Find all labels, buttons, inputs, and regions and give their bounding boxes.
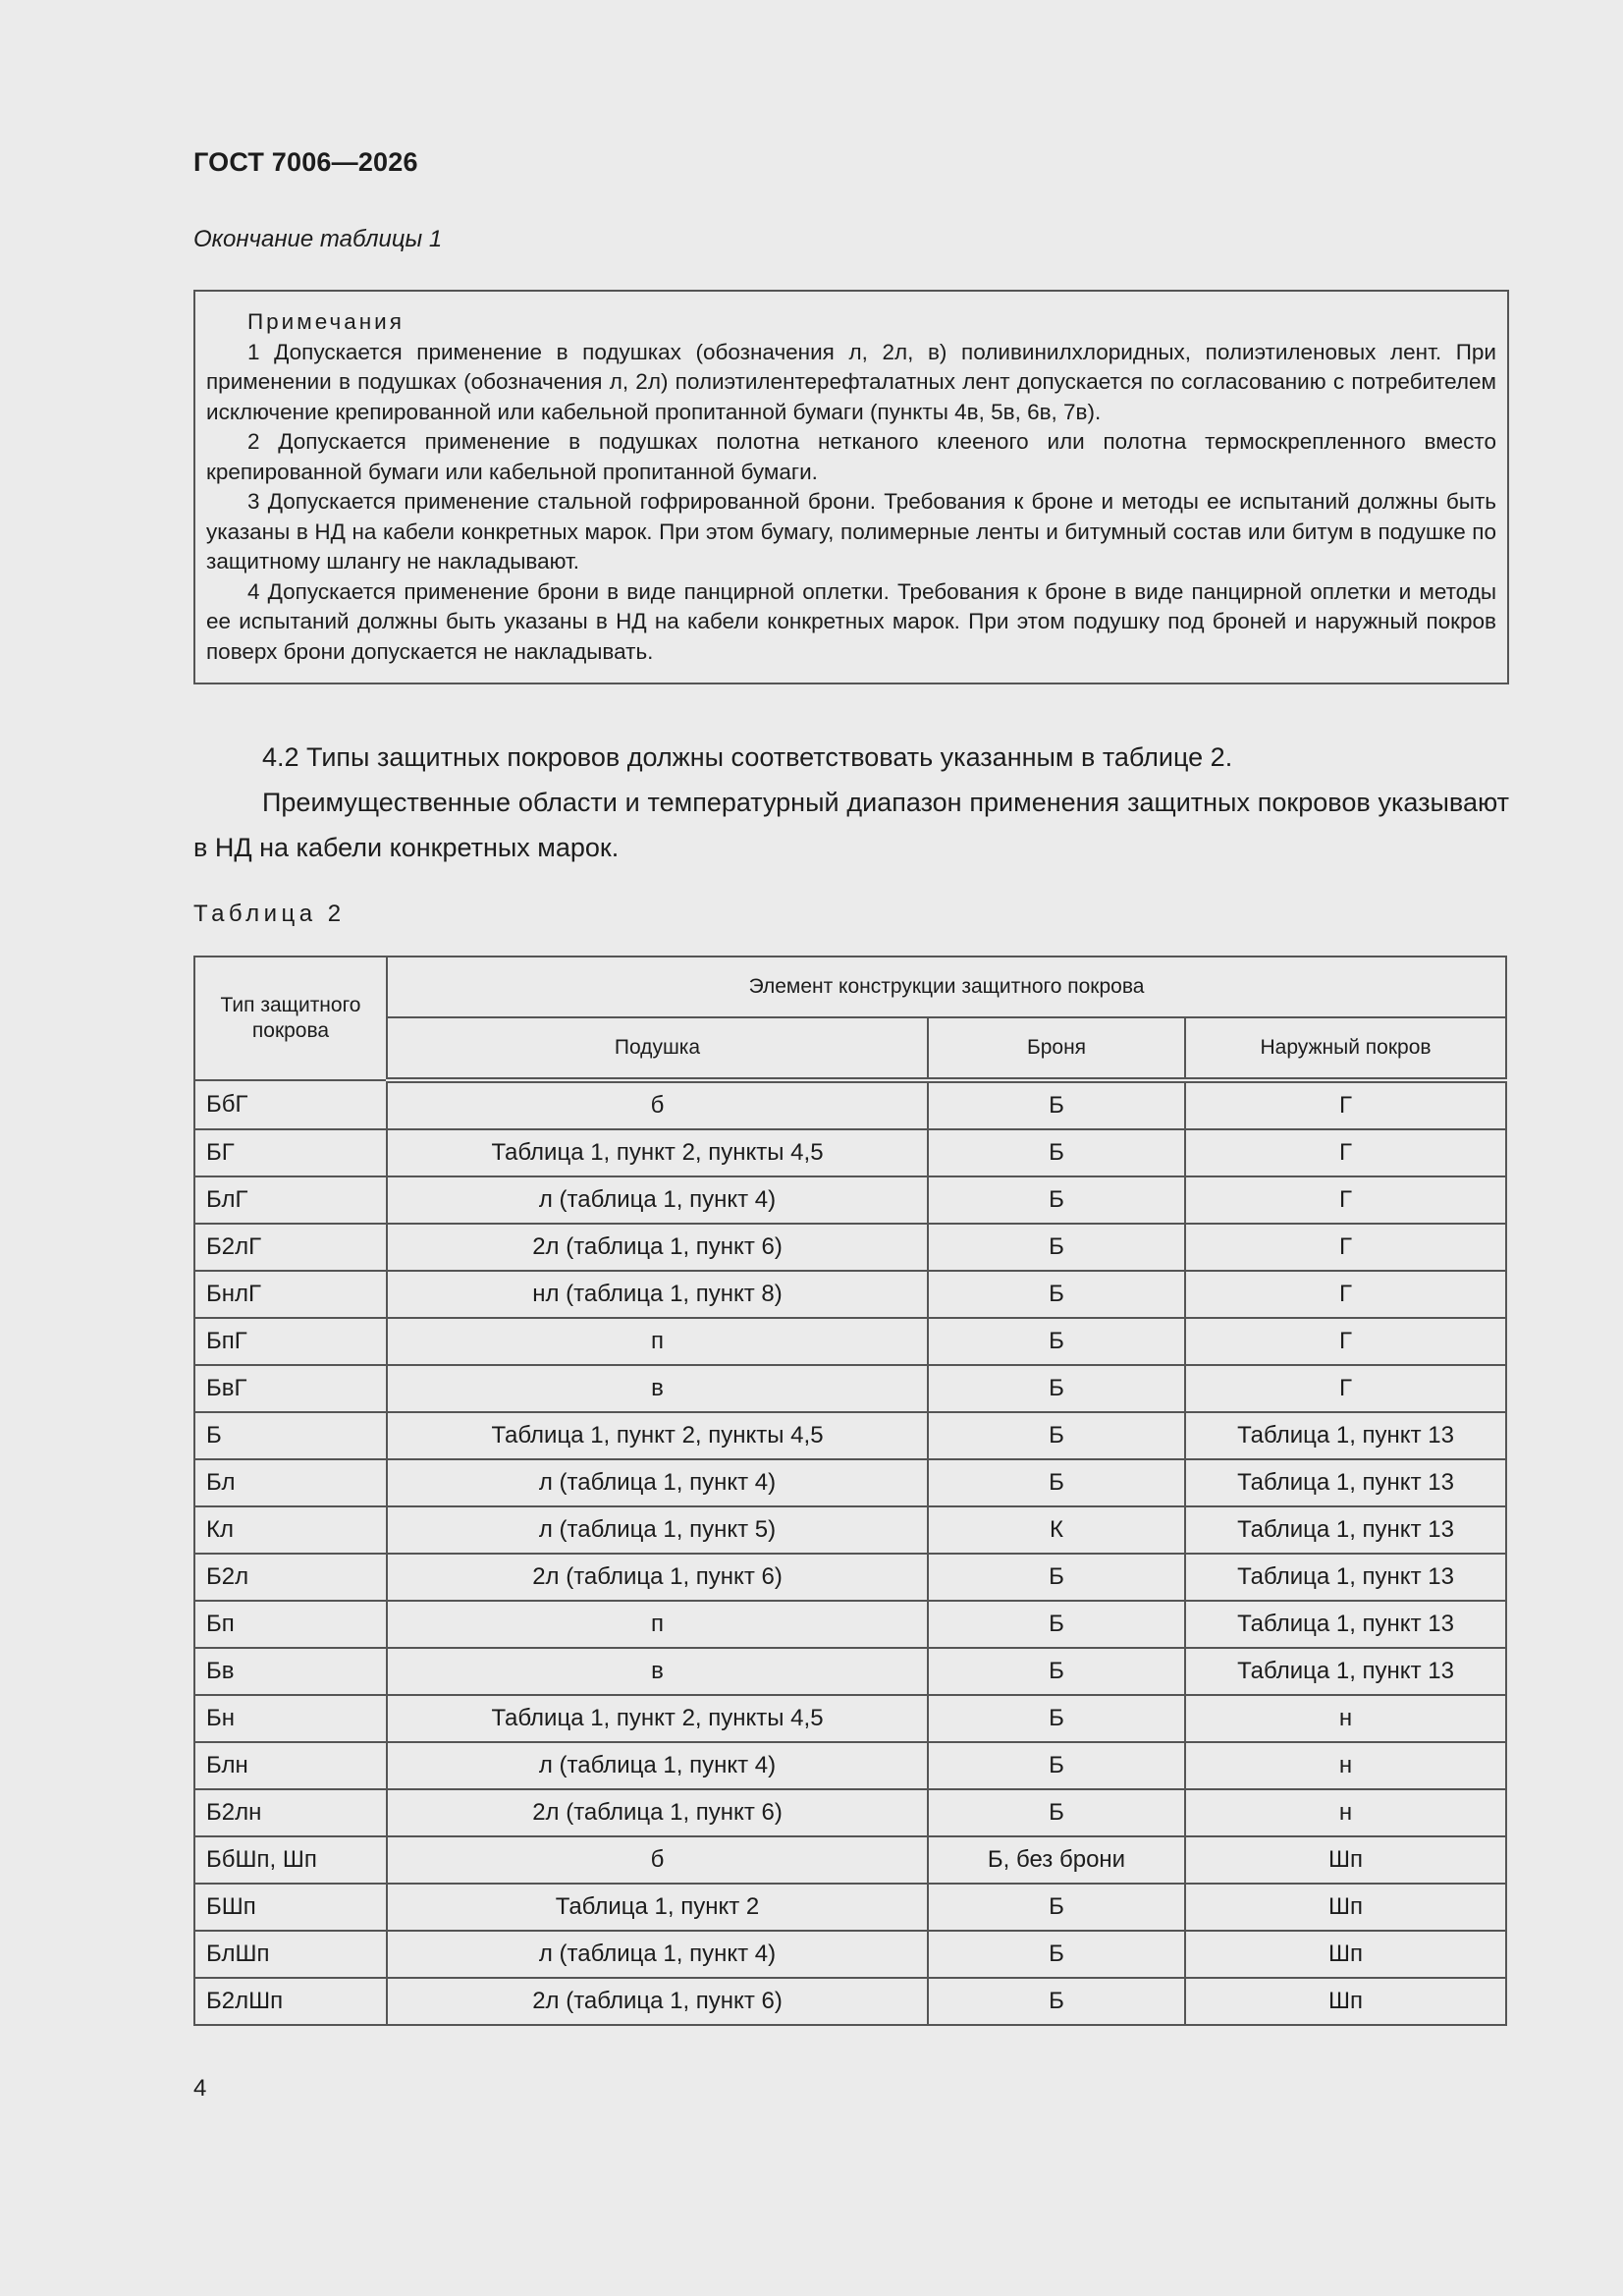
notes-title: Примечания (247, 309, 405, 334)
cell-type: БнлГ (194, 1271, 387, 1318)
cell-outer-cover: н (1185, 1695, 1506, 1742)
cell-type: Бл (194, 1459, 387, 1506)
cell-cushion: л (таблица 1, пункт 4) (387, 1459, 928, 1506)
table-row (194, 1365, 1506, 1412)
cell-cushion: л (таблица 1, пункт 4) (387, 1742, 928, 1789)
cell-outer-cover: Таблица 1, пункт 13 (1185, 1412, 1506, 1459)
cell-armor: Б (928, 1931, 1185, 1978)
cell-cushion: л (таблица 1, пункт 4) (387, 1176, 928, 1224)
table-row (194, 1601, 1506, 1648)
table-row (194, 1554, 1506, 1601)
cell-cushion: п (387, 1318, 928, 1365)
cell-cushion: 2л (таблица 1, пункт 6) (387, 1554, 928, 1601)
cell-armor: Б (928, 1789, 1185, 1836)
cell-armor: Б (928, 1742, 1185, 1789)
cell-cushion: в (387, 1365, 928, 1412)
cell-cushion: нл (таблица 1, пункт 8) (387, 1271, 928, 1318)
table-caption: Таблица 2 (193, 901, 346, 927)
cell-outer-cover: Таблица 1, пункт 13 (1185, 1506, 1506, 1554)
cell-type: Б2лн (194, 1789, 387, 1836)
table-row (194, 1978, 1506, 2025)
cell-outer-cover: Таблица 1, пункт 13 (1185, 1648, 1506, 1695)
cell-type: БГ (194, 1129, 387, 1176)
cell-type: Б2лШп (194, 1978, 387, 2025)
table-row (194, 1080, 1506, 1129)
cell-type: Кл (194, 1506, 387, 1554)
cell-armor: Б (928, 1365, 1185, 1412)
header-type: Тип защитного покрова (194, 957, 387, 1080)
cell-type: БлГ (194, 1176, 387, 1224)
cell-armor: Б (928, 1601, 1185, 1648)
cell-cushion: Таблица 1, пункт 2 (387, 1884, 928, 1931)
cell-armor: Б (928, 1318, 1185, 1365)
cell-type: БбГ (194, 1080, 387, 1129)
cell-type: Бн (194, 1695, 387, 1742)
header-construction-element: Элемент конструкции защитного покрова (387, 957, 1506, 1017)
note-item: 3 Допускается применение стальной гофрированной брони. Требования к броне и методы ее испытаний должны быть указаны в НД на кабели конкретных марок. При этом бумагу, полимерные ленты и битумный состав или битум в подушке по защитному шлангу не накладывают. (206, 489, 1496, 574)
header-cushion: Подушка (387, 1017, 928, 1080)
cell-type: Б2лГ (194, 1224, 387, 1271)
cell-armor: Б (928, 1695, 1185, 1742)
table-row (194, 1789, 1506, 1836)
cell-type: БвГ (194, 1365, 387, 1412)
cell-armor: Б (928, 1459, 1185, 1506)
note-item: 2 Допускается применение в подушках полотна нетканого клееного или полотна термоскрепленного вместо крепированной бумаги или кабельной пропитанной бумаги. (206, 429, 1496, 484)
cell-outer-cover: Таблица 1, пункт 13 (1185, 1459, 1506, 1506)
cell-cushion: п (387, 1601, 928, 1648)
cell-armor: Б (928, 1176, 1185, 1224)
cell-outer-cover: Шп (1185, 1978, 1506, 2025)
table-row (194, 1884, 1506, 1931)
table-row (194, 1459, 1506, 1506)
cell-armor: Б (928, 1978, 1185, 2025)
cell-outer-cover: Г (1185, 1365, 1506, 1412)
cell-outer-cover: н (1185, 1742, 1506, 1789)
cell-outer-cover: Шп (1185, 1884, 1506, 1931)
page-number: 4 (193, 2075, 207, 2102)
cell-armor: Б (928, 1129, 1185, 1176)
cell-outer-cover: Г (1185, 1224, 1506, 1271)
cell-type: БпГ (194, 1318, 387, 1365)
note-item: 1 Допускается применение в подушках (обозначения л, 2л, в) поливинилхлоридных, полиэтиленовых лент. При применении в подушках (обозначения л, 2л) полиэтилентерефталатных лент допускается по согласованию с потребителем исключение крепированной или кабельной пропитанной бумаги (пункты 4в, 5в, 6в, 7в). (206, 339, 1496, 424)
cell-cushion: 2л (таблица 1, пункт 6) (387, 1978, 928, 2025)
cell-outer-cover: Шп (1185, 1836, 1506, 1884)
cell-cushion: б (387, 1836, 928, 1884)
protective-cover-types-table (193, 956, 1507, 2026)
cell-outer-cover: Г (1185, 1271, 1506, 1318)
cell-type: Бп (194, 1601, 387, 1648)
cell-type: Бв (194, 1648, 387, 1695)
cell-type: БШп (194, 1884, 387, 1931)
header-armor: Броня (928, 1017, 1185, 1080)
cell-outer-cover: Таблица 1, пункт 13 (1185, 1554, 1506, 1601)
header-outer-cover: Наружный покров (1185, 1017, 1506, 1080)
cell-outer-cover: Г (1185, 1129, 1506, 1176)
table-row (194, 1931, 1506, 1978)
cell-armor: Б (928, 1224, 1185, 1271)
table-row (194, 1695, 1506, 1742)
body-paragraph: Преимущественные области и температурный диапазон применения защитных покровов указывают в НД на кабели конкретных марок. (193, 788, 1509, 862)
table-row (194, 1506, 1506, 1554)
cell-cushion: 2л (таблица 1, пункт 6) (387, 1224, 928, 1271)
table-body (194, 1080, 1506, 2025)
table-row (194, 1271, 1506, 1318)
notes-box (193, 290, 1509, 684)
cell-cushion: 2л (таблица 1, пункт 6) (387, 1789, 928, 1836)
cell-cushion: б (387, 1080, 928, 1129)
cell-outer-cover: Г (1185, 1080, 1506, 1129)
table-row (194, 1129, 1506, 1176)
cell-armor: Б, без брони (928, 1836, 1185, 1884)
cell-armor: Б (928, 1271, 1185, 1318)
table-row (194, 1742, 1506, 1789)
cell-outer-cover: Г (1185, 1176, 1506, 1224)
note-item: 4 Допускается применение брони в виде панцирной оплетки. Требования к броне в виде панцирной оплетки и методы ее испытаний должны быть указаны в НД на кабели конкретных марок. При этом подушку под броней и наружный покров поверх брони допускается не накладывать. (206, 578, 1496, 664)
cell-cushion: Таблица 1, пункт 2, пункты 4,5 (387, 1129, 928, 1176)
cell-cushion: Таблица 1, пункт 2, пункты 4,5 (387, 1695, 928, 1742)
clause-4-2: 4.2 Типы защитных покровов должны соответствовать указанным в таблице 2. (262, 742, 1233, 772)
table-row (194, 1648, 1506, 1695)
standard-number: ГОСТ 7006—2026 (193, 147, 418, 177)
cell-cushion: в (387, 1648, 928, 1695)
cell-cushion: Таблица 1, пункт 2, пункты 4,5 (387, 1412, 928, 1459)
cell-armor: Б (928, 1412, 1185, 1459)
cell-armor: Б (928, 1080, 1185, 1129)
cell-type: БбШп, Шп (194, 1836, 387, 1884)
cell-outer-cover: Г (1185, 1318, 1506, 1365)
cell-armor: Б (928, 1884, 1185, 1931)
cell-cushion: л (таблица 1, пункт 4) (387, 1931, 928, 1978)
table-row (194, 1836, 1506, 1884)
cell-type: Блн (194, 1742, 387, 1789)
table-row (194, 1318, 1506, 1365)
table-row (194, 1412, 1506, 1459)
cell-armor: Б (928, 1554, 1185, 1601)
cell-type: Б (194, 1412, 387, 1459)
table-continuation-label: Окончание таблицы 1 (193, 226, 443, 252)
cell-outer-cover: Шп (1185, 1931, 1506, 1978)
cell-outer-cover: н (1185, 1789, 1506, 1836)
table-row (194, 1224, 1506, 1271)
cell-type: БлШп (194, 1931, 387, 1978)
cell-cushion: л (таблица 1, пункт 5) (387, 1506, 928, 1554)
cell-type: Б2л (194, 1554, 387, 1601)
table-row (194, 1176, 1506, 1224)
cell-armor: Б (928, 1648, 1185, 1695)
cell-armor: К (928, 1506, 1185, 1554)
cell-outer-cover: Таблица 1, пункт 13 (1185, 1601, 1506, 1648)
